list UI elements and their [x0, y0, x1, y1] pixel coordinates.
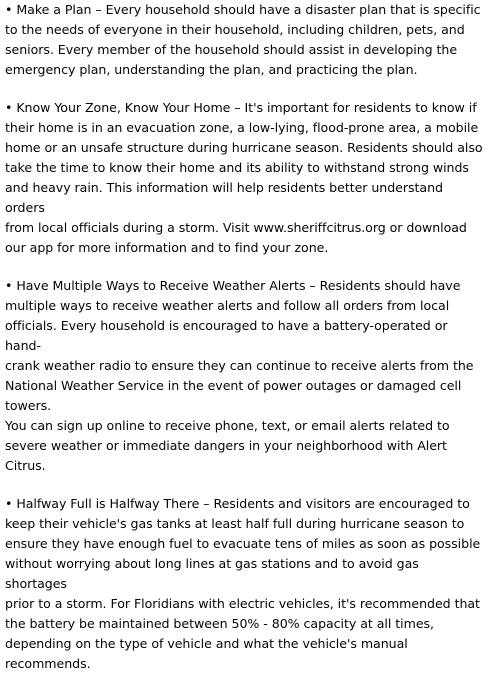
- paragraph-halfway-full: • Halfway Full is Halfway There – Residents and visitors are encouraged to keep their vehicle's gas tanks at least half full during hurricane season to ensure they have enough fuel to evacuate tens of miles as soon as possible without worrying about long lines at gas stations and to avoid gas shortages prior to a storm. For Floridians with electric vehicles, it's recommended that the battery be maintained between 50% - 80% capacity at all times, depending on the type of vehicle and what the vehicle's manual recommends.: [5, 496, 481, 671]
- paragraph-make-a-plan: • Make a Plan – Every household should have a disaster plan that is specific to the needs of everyone in their household, including children, pets, and seniors. Every member of the household should assist in developing the emergency plan, understanding the plan, and practicing the plan.: [5, 2, 481, 77]
- paragraph-weather-alerts: • Have Multiple Ways to Receive Weather Alerts – Residents should have multiple ways to receive weather alerts and follow all orders from local officials. Every household is encouraged to have a battery-operated or hand- crank weather radio to ensure they can continue to receive alerts from the National Weather Service in the event of power outages or damaged cell towers. You can sign up online to receive phone, text, or email alerts related to severe weather or immediate dangers in your neighborhood with Alert Citrus.: [5, 278, 474, 473]
- paragraph-know-your-zone: • Know Your Zone, Know Your Home – It's important for residents to know if their home is in an evacuation zone, a low-lying, flood-prone area, a mobile home or an unsafe structure during hurricane season. Residents should also take the time to know their home and its ability to withstand strong winds and heavy rain. This information will help residents better understand orders from local officials during a storm. Visit www.sheriffcitrus.org or download our app for more information and to find your zone.: [5, 100, 483, 255]
